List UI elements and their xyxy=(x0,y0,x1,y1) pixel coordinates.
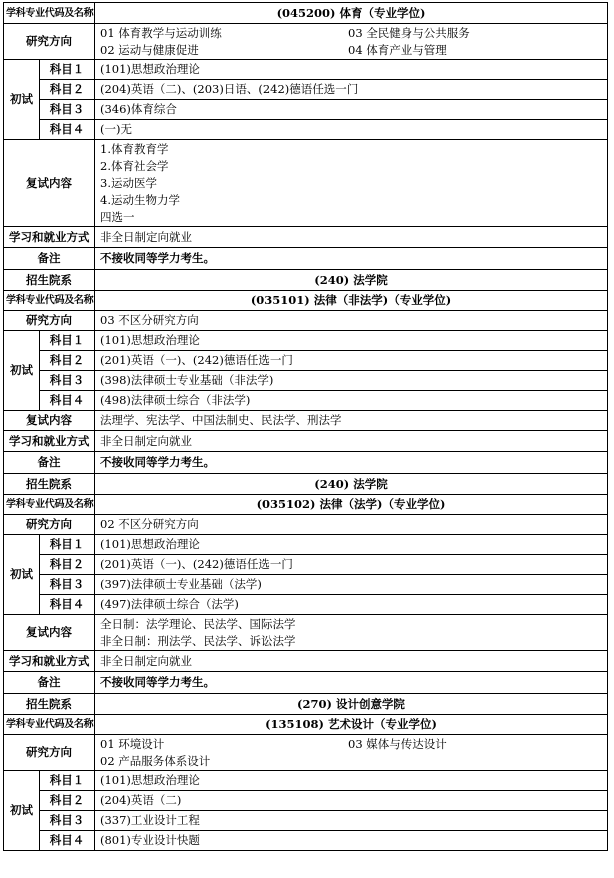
subject3-label: 科目３ xyxy=(40,575,95,595)
subject2-label: 科目２ xyxy=(40,555,95,575)
subject-row xyxy=(4,80,608,100)
direction-row xyxy=(4,24,608,60)
admissions-table xyxy=(3,2,608,851)
subject-row xyxy=(4,771,608,791)
retest-row xyxy=(4,140,608,227)
subject-row xyxy=(4,555,608,575)
major-label: 学科专业代码及名称 xyxy=(4,715,95,735)
subject-row xyxy=(4,831,608,851)
direction-row xyxy=(4,515,608,535)
retest-line: 3.运动医学 xyxy=(100,175,157,190)
subject3-value: (398)法律硕士专业基础（非法学) xyxy=(95,371,608,391)
retest-line: 1.体育教育学 xyxy=(100,141,169,156)
direction-item: 02 不区分研究方向 xyxy=(95,515,608,535)
subject4-value: (498)法律硕士综合（非法学) xyxy=(95,391,608,411)
subject1-label: 科目１ xyxy=(40,60,95,80)
retest-label: 复试内容 xyxy=(4,140,95,227)
remarks-value: 不接收同等学力考生。 xyxy=(95,452,608,474)
major-row xyxy=(4,715,608,735)
direction-label: 研究方向 xyxy=(4,735,95,771)
remarks-value: 不接收同等学力考生。 xyxy=(95,672,608,694)
direction-item: 01 环境设计 xyxy=(100,736,165,751)
remarks-row xyxy=(4,248,608,270)
major-title: (035102) 法律（法学)（专业学位) xyxy=(95,495,608,515)
subject4-value: (一)无 xyxy=(95,120,608,140)
remarks-row xyxy=(4,672,608,694)
retest-content xyxy=(95,615,608,651)
subject2-label: 科目２ xyxy=(40,351,95,371)
retest-label: 复试内容 xyxy=(4,615,95,651)
retest-label: 复试内容 xyxy=(4,411,95,431)
subject3-label: 科目３ xyxy=(40,811,95,831)
retest-line: 非全日制：刑法学、民法学、诉讼法学 xyxy=(100,633,296,648)
subject3-label: 科目３ xyxy=(40,100,95,120)
subject4-label: 科目４ xyxy=(40,595,95,615)
subject1-value: (101)思想政治理论 xyxy=(95,60,608,80)
direction-item: 03 全民健身与公共服务 xyxy=(348,25,470,40)
direction-label: 研究方向 xyxy=(4,24,95,60)
subject-row xyxy=(4,595,608,615)
retest-line: 4.运动生物力学 xyxy=(100,192,180,207)
major-row xyxy=(4,291,608,311)
major-label: 学科专业代码及名称 xyxy=(4,291,95,311)
direction-item: 02 运动与健康促进 xyxy=(100,42,199,57)
subject3-value: (397)法律硕士专业基础（法学) xyxy=(95,575,608,595)
subject-row xyxy=(4,120,608,140)
subject1-value: (101)思想政治理论 xyxy=(95,331,608,351)
direction-item: 02 产品服务体系设计 xyxy=(100,753,211,768)
subject2-value: (204)英语（二)、(203)日语、(242)德语任选一门 xyxy=(95,80,608,100)
major-label: 学科专业代码及名称 xyxy=(4,3,95,24)
college-title: (270) 设计创意学院 xyxy=(95,694,608,715)
remarks-label: 备注 xyxy=(4,248,95,270)
direction-item: 04 体育产业与管理 xyxy=(348,42,447,57)
college-label: 招生院系 xyxy=(4,270,95,291)
subject4-label: 科目４ xyxy=(40,831,95,851)
major-title: (035101) 法律（非法学)（专业学位) xyxy=(95,291,608,311)
remarks-row xyxy=(4,452,608,474)
study-mode-value: 非全日制定向就业 xyxy=(95,227,608,248)
major-title: (135108) 艺术设计（专业学位) xyxy=(95,715,608,735)
subject-row xyxy=(4,791,608,811)
direction-label: 研究方向 xyxy=(4,515,95,535)
subject-row xyxy=(4,331,608,351)
retest-line: 法理学、宪法学、中国法制史、民法学、刑法学 xyxy=(95,411,608,431)
subject4-value: (801)专业设计快题 xyxy=(95,831,608,851)
major-row xyxy=(4,3,608,24)
subject-row xyxy=(4,371,608,391)
subject1-value: (101)思想政治理论 xyxy=(95,771,608,791)
direction-item: 01 体育教学与运动训练 xyxy=(100,25,222,40)
retest-content xyxy=(95,140,608,227)
first-exam-label: 初试 xyxy=(4,60,40,140)
retest-line: 2.体育社会学 xyxy=(100,158,169,173)
subject4-label: 科目４ xyxy=(40,391,95,411)
study-mode-row xyxy=(4,431,608,452)
study-mode-row xyxy=(4,227,608,248)
study-mode-value: 非全日制定向就业 xyxy=(95,651,608,672)
subject1-label: 科目１ xyxy=(40,331,95,351)
subject2-label: 科目２ xyxy=(40,80,95,100)
direction-list xyxy=(95,735,608,771)
subject-row xyxy=(4,811,608,831)
direction-item: 03 不区分研究方向 xyxy=(95,311,608,331)
direction-label: 研究方向 xyxy=(4,311,95,331)
first-exam-label: 初试 xyxy=(4,771,40,851)
retest-row xyxy=(4,615,608,651)
direction-list xyxy=(95,24,608,60)
major-title: (045200) 体育（专业学位) xyxy=(95,3,608,24)
major-label: 学科专业代码及名称 xyxy=(4,495,95,515)
major-row xyxy=(4,495,608,515)
subject-row xyxy=(4,60,608,80)
subject4-label: 科目４ xyxy=(40,120,95,140)
college-row xyxy=(4,474,608,495)
subject-row xyxy=(4,100,608,120)
remarks-value: 不接收同等学力考生。 xyxy=(95,248,608,270)
study-mode-label: 学习和就业方式 xyxy=(4,651,95,672)
college-label: 招生院系 xyxy=(4,694,95,715)
direction-row xyxy=(4,311,608,331)
remarks-label: 备注 xyxy=(4,672,95,694)
study-mode-value: 非全日制定向就业 xyxy=(95,431,608,452)
first-exam-label: 初试 xyxy=(4,535,40,615)
college-row xyxy=(4,270,608,291)
college-label: 招生院系 xyxy=(4,474,95,495)
subject2-label: 科目２ xyxy=(40,791,95,811)
college-title: (240) 法学院 xyxy=(95,474,608,495)
subject3-value: (337)工业设计工程 xyxy=(95,811,608,831)
subject-row xyxy=(4,575,608,595)
retest-row xyxy=(4,411,608,431)
college-title: (240) 法学院 xyxy=(95,270,608,291)
subject1-value: (101)思想政治理论 xyxy=(95,535,608,555)
retest-line: 全日制：法学理论、民法学、国际法学 xyxy=(100,616,296,631)
study-mode-label: 学习和就业方式 xyxy=(4,227,95,248)
subject4-value: (497)法律硕士综合（法学) xyxy=(95,595,608,615)
subject-row xyxy=(4,351,608,371)
retest-line: 四选一 xyxy=(100,209,135,224)
subject1-label: 科目１ xyxy=(40,535,95,555)
subject-row xyxy=(4,391,608,411)
remarks-label: 备注 xyxy=(4,452,95,474)
direction-row xyxy=(4,735,608,771)
subject1-label: 科目１ xyxy=(40,771,95,791)
subject2-value: (201)英语（一)、(242)德语任选一门 xyxy=(95,555,608,575)
study-mode-row xyxy=(4,651,608,672)
college-row xyxy=(4,694,608,715)
subject2-value: (201)英语（一)、(242)德语任选一门 xyxy=(95,351,608,371)
subject-row xyxy=(4,535,608,555)
subject3-label: 科目３ xyxy=(40,371,95,391)
subject2-value: (204)英语（二) xyxy=(95,791,608,811)
direction-item: 03 媒体与传达设计 xyxy=(348,736,447,751)
subject3-value: (346)体育综合 xyxy=(95,100,608,120)
first-exam-label: 初试 xyxy=(4,331,40,411)
study-mode-label: 学习和就业方式 xyxy=(4,431,95,452)
